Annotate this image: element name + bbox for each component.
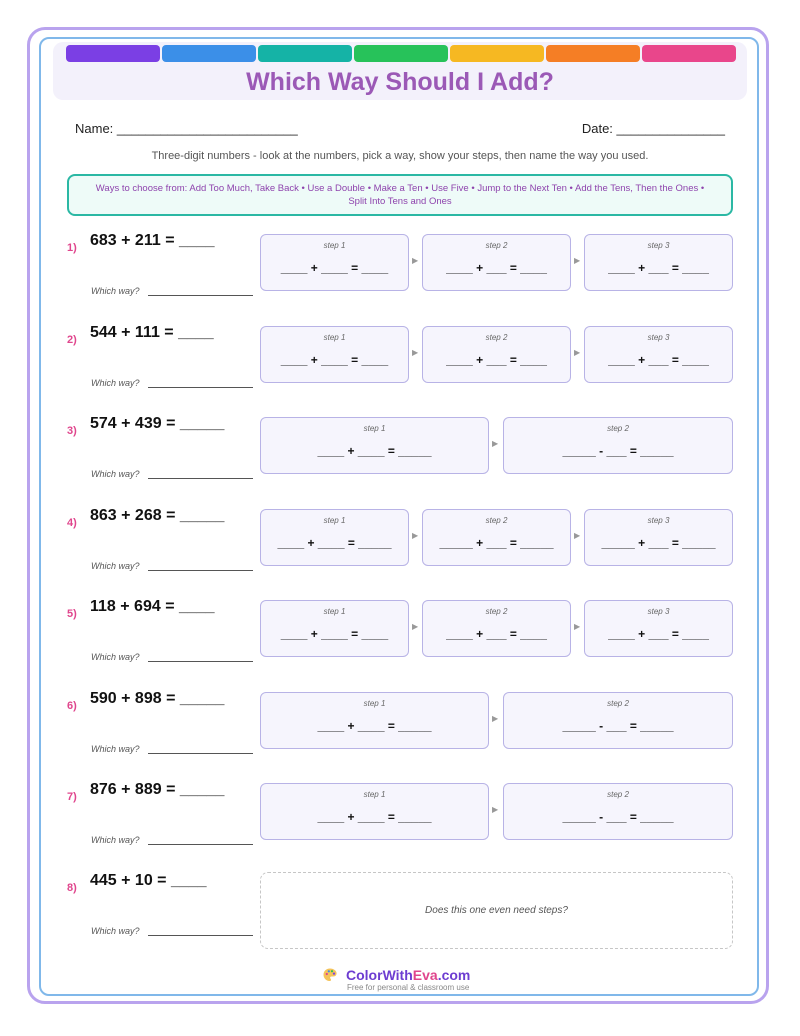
step-arrow-icon: ▶ [412, 256, 419, 265]
problem-equation[interactable]: 544 + 111 = ____ [90, 324, 214, 341]
rainbow-segment [546, 45, 640, 62]
step-arrow-icon: ▶ [412, 348, 419, 357]
problem-row [0, 781, 800, 861]
problem-number: 5) [67, 608, 77, 620]
step-box[interactable] [584, 234, 733, 291]
footer-logo [322, 967, 522, 995]
step-equation[interactable]: ____ + ____ = ____ [280, 627, 389, 641]
step-label: step 3 [647, 607, 670, 616]
rainbow-segment [258, 45, 352, 62]
instructions: Three-digit numbers - look at the numbers, pick a way, show your steps, then name the way you used. [151, 150, 649, 162]
date-field[interactable] [582, 121, 725, 136]
step-arrow-icon: ▶ [412, 531, 419, 540]
rainbow-bar [66, 45, 736, 62]
problem-row [0, 415, 800, 495]
step-equation[interactable]: ____ + ____ = ____ [280, 261, 389, 275]
no-steps-box[interactable] [260, 872, 733, 949]
which-way-answer-line[interactable] [148, 935, 253, 936]
rainbow-segment [642, 45, 736, 62]
step-box[interactable] [260, 692, 489, 749]
problem-number: 7) [67, 791, 77, 803]
problem-equation[interactable]: 445 + 10 = ____ [90, 872, 207, 889]
step-equation[interactable]: ____ + ____ = ____ [280, 353, 389, 367]
step-arrow-icon: ▶ [574, 531, 581, 540]
problem-number: 3) [67, 425, 77, 437]
problem-row [0, 690, 800, 770]
problem-row [0, 872, 800, 952]
step-equation[interactable]: ____ + ___ = ____ [608, 353, 709, 367]
step-box[interactable] [422, 326, 571, 383]
step-equation[interactable]: ____ + ____ = _____ [317, 810, 432, 824]
step-label: step 1 [323, 333, 346, 342]
step-box[interactable] [422, 600, 571, 657]
step-label: step 1 [363, 790, 386, 799]
step-label: step 3 [647, 241, 670, 250]
step-label: step 1 [363, 424, 386, 433]
step-box[interactable] [260, 417, 489, 474]
date-blank: _______________ [616, 121, 725, 136]
step-equation[interactable]: _____ - ___ = _____ [562, 810, 674, 824]
brand-name [346, 967, 470, 983]
which-way-label: Which way? [91, 286, 140, 296]
which-way-label: Which way? [91, 561, 140, 571]
which-way-answer-line[interactable] [148, 753, 253, 754]
step-label: step 3 [647, 333, 670, 342]
ways-to-choose-text: Ways to choose from: Add Too Much, Take Back • Use a Double • Make a Ten • Use Five • Jump to the Next Ten • Add the Tens, Then the Ones • Split Into Tens and Ones [95, 183, 705, 207]
worksheet-title: Which Way Should I Add? [246, 68, 554, 96]
problem-number: 4) [67, 517, 77, 529]
brand-color-text: Color [346, 967, 383, 983]
which-way-answer-line[interactable] [148, 844, 253, 845]
name-field[interactable] [75, 121, 298, 136]
step-box[interactable] [503, 417, 733, 474]
step-box[interactable] [584, 600, 733, 657]
problem-row [0, 324, 800, 404]
step-box[interactable] [584, 509, 733, 566]
step-box[interactable] [260, 783, 489, 840]
rainbow-segment [354, 45, 448, 62]
name-blank: _________________________ [116, 121, 298, 136]
date-label: Date: [581, 121, 613, 136]
step-equation[interactable]: _____ - ___ = _____ [562, 719, 674, 733]
which-way-label: Which way? [91, 378, 140, 388]
problem-row [0, 507, 800, 587]
which-way-answer-line[interactable] [148, 661, 253, 662]
step-box[interactable] [584, 326, 733, 383]
step-box[interactable] [422, 509, 571, 566]
problem-equation[interactable]: 118 + 694 = ____ [90, 598, 215, 615]
which-way-label: Which way? [91, 744, 140, 754]
problem-number: 8) [67, 882, 77, 894]
problem-equation[interactable]: 863 + 268 = _____ [90, 507, 225, 524]
step-equation[interactable]: ____ + ___ = ____ [608, 627, 709, 641]
step-equation[interactable]: ____ + ____ = _____ [317, 444, 432, 458]
step-label: step 1 [323, 516, 346, 525]
palette-icon [322, 967, 338, 988]
step-arrow-icon: ▶ [574, 622, 581, 631]
step-box[interactable] [260, 509, 409, 566]
step-label: step 1 [323, 241, 346, 250]
rainbow-segment [66, 45, 160, 62]
step-box[interactable] [422, 234, 571, 291]
step-label: step 2 [485, 333, 508, 342]
problem-row [0, 598, 800, 678]
name-label: Name: [75, 121, 114, 136]
step-arrow-icon: ▶ [492, 805, 499, 814]
brand-eva-text: Eva [412, 967, 438, 983]
step-equation[interactable]: ____ + ___ = ____ [446, 261, 547, 275]
step-label: step 1 [323, 607, 346, 616]
step-box[interactable] [260, 326, 409, 383]
which-way-label: Which way? [91, 652, 140, 662]
problem-number: 6) [67, 700, 77, 712]
step-label: step 2 [607, 790, 629, 799]
step-label: step 2 [485, 607, 508, 616]
step-arrow-icon: ▶ [412, 622, 419, 631]
step-label: step 3 [647, 516, 670, 525]
problem-equation[interactable]: 590 + 898 = _____ [90, 690, 225, 707]
step-equation[interactable]: ____ + ___ = ____ [608, 261, 709, 275]
step-box[interactable] [260, 600, 409, 657]
which-way-label: Which way? [91, 469, 140, 479]
step-equation[interactable]: ____ + ____ = _____ [277, 536, 392, 550]
step-equation[interactable]: ____ + ___ = ____ [446, 353, 547, 367]
step-equation[interactable]: ____ + ___ = ____ [446, 627, 547, 641]
brand-tagline: Free for personal & classroom use [347, 983, 470, 992]
step-label: step 1 [363, 699, 386, 708]
step-arrow-icon: ▶ [574, 348, 581, 357]
brand-dotcom-text: .com [437, 967, 471, 983]
no-steps-prompt: Does this one even need steps? [425, 905, 568, 916]
step-equation[interactable]: _____ + ___ = _____ [601, 536, 716, 550]
problem-number: 1) [67, 242, 77, 254]
step-label: step 2 [485, 516, 508, 525]
which-way-answer-line[interactable] [148, 295, 253, 296]
rainbow-segment [162, 45, 256, 62]
step-equation[interactable]: _____ - ___ = _____ [562, 444, 674, 458]
rainbow-segment [450, 45, 544, 62]
brand-with-text: With [382, 967, 413, 983]
problem-equation[interactable]: 683 + 211 = ____ [90, 232, 215, 249]
step-box[interactable] [503, 692, 733, 749]
step-equation[interactable]: ____ + ____ = _____ [317, 719, 432, 733]
problem-number: 2) [67, 334, 77, 346]
which-way-label: Which way? [91, 835, 140, 845]
which-way-label: Which way? [91, 926, 140, 936]
step-label: step 2 [607, 699, 629, 708]
problem-row [0, 232, 800, 312]
step-equation[interactable]: _____ + ___ = _____ [439, 536, 554, 550]
problem-equation[interactable]: 574 + 439 = _____ [90, 415, 225, 432]
step-label: step 2 [485, 241, 508, 250]
which-way-answer-line[interactable] [148, 478, 253, 479]
which-way-answer-line[interactable] [148, 387, 253, 388]
step-label: step 2 [607, 424, 629, 433]
step-box[interactable] [260, 234, 409, 291]
problem-equation[interactable]: 876 + 889 = _____ [90, 781, 225, 798]
step-arrow-icon: ▶ [492, 714, 499, 723]
step-arrow-icon: ▶ [492, 439, 499, 448]
ways-to-choose-box [67, 174, 733, 216]
which-way-answer-line[interactable] [148, 570, 253, 571]
step-box[interactable] [503, 783, 733, 840]
step-arrow-icon: ▶ [574, 256, 581, 265]
